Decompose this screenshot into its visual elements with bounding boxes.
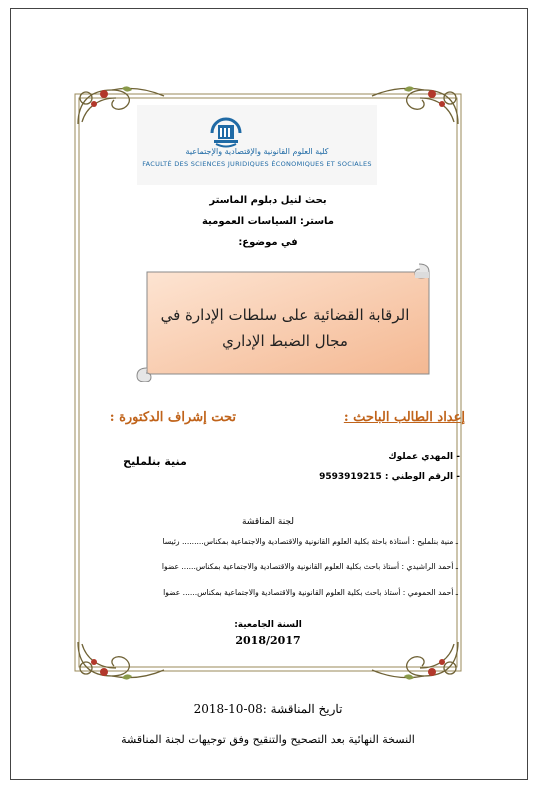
- defense-date: تاريخ المناقشة :08-10-2018: [193, 702, 343, 716]
- student-name: - المهدي عملوك: [388, 452, 460, 462]
- final-version-note: النسخة النهائية بعد التصحيح والتنقيح وفق توجيهات لجنة المناقشة: [121, 733, 415, 746]
- student-national-id: - الرقم الوطني : 9593919215: [319, 472, 460, 482]
- thesis-title: [160, 302, 410, 354]
- academic-year: 2018/2017: [235, 634, 301, 647]
- supervisor-name: منية بنلمليح: [123, 455, 187, 468]
- faculty-name-arabic: كلية العلوم القانونية والإقتصادية والإجتماعية: [185, 147, 329, 156]
- degree-text: بحث لنيل دبلوم الماستر: [209, 195, 327, 206]
- faculty-logo: [137, 105, 377, 185]
- topic-label: في موضوع:: [238, 237, 298, 248]
- student-heading: إعداد الطالب الباحث :: [343, 410, 465, 425]
- committee-member-3: ـ أحمد الحمومي : أستاذ باحث بكلية العلوم القانونية والاقتصادية والاجتماعية بمكناس...... عضوا: [163, 588, 458, 597]
- faculty-emblem-icon: [209, 111, 243, 149]
- master-text: ماستر: السياسات العمومية: [201, 216, 335, 227]
- committee-title: لجنة المناقشة: [241, 517, 294, 527]
- top-right-ornament: [368, 82, 464, 130]
- committee-member-2: ـ أحمد الراشيدي : أستاذ باحث بكلية العلوم القانونية والاقتصادية والاجتماعية بمكناس...... عضوا: [161, 562, 458, 571]
- academic-year-label: السنة الجامعية:: [234, 620, 302, 630]
- faculty-name-french: FACULTÉ DES SCIENCES JURIDIQUES ÉCONOMIQUES ET SOCIALES: [142, 160, 372, 168]
- thesis-title-line-1: الرقابة القضائية على سلطات الإدارة في: [160, 306, 410, 324]
- committee-member-1: ـ منية بنلمليح : أستاذة باحثة بكلية العلوم القانونية والاقتصادية والاجتماعية بمكناس......... رئيسا: [162, 537, 458, 546]
- supervisor-heading: تحت إشراف الدكتورة :: [109, 410, 236, 425]
- thesis-title-line-2: مجال الضبط الإداري: [222, 332, 348, 350]
